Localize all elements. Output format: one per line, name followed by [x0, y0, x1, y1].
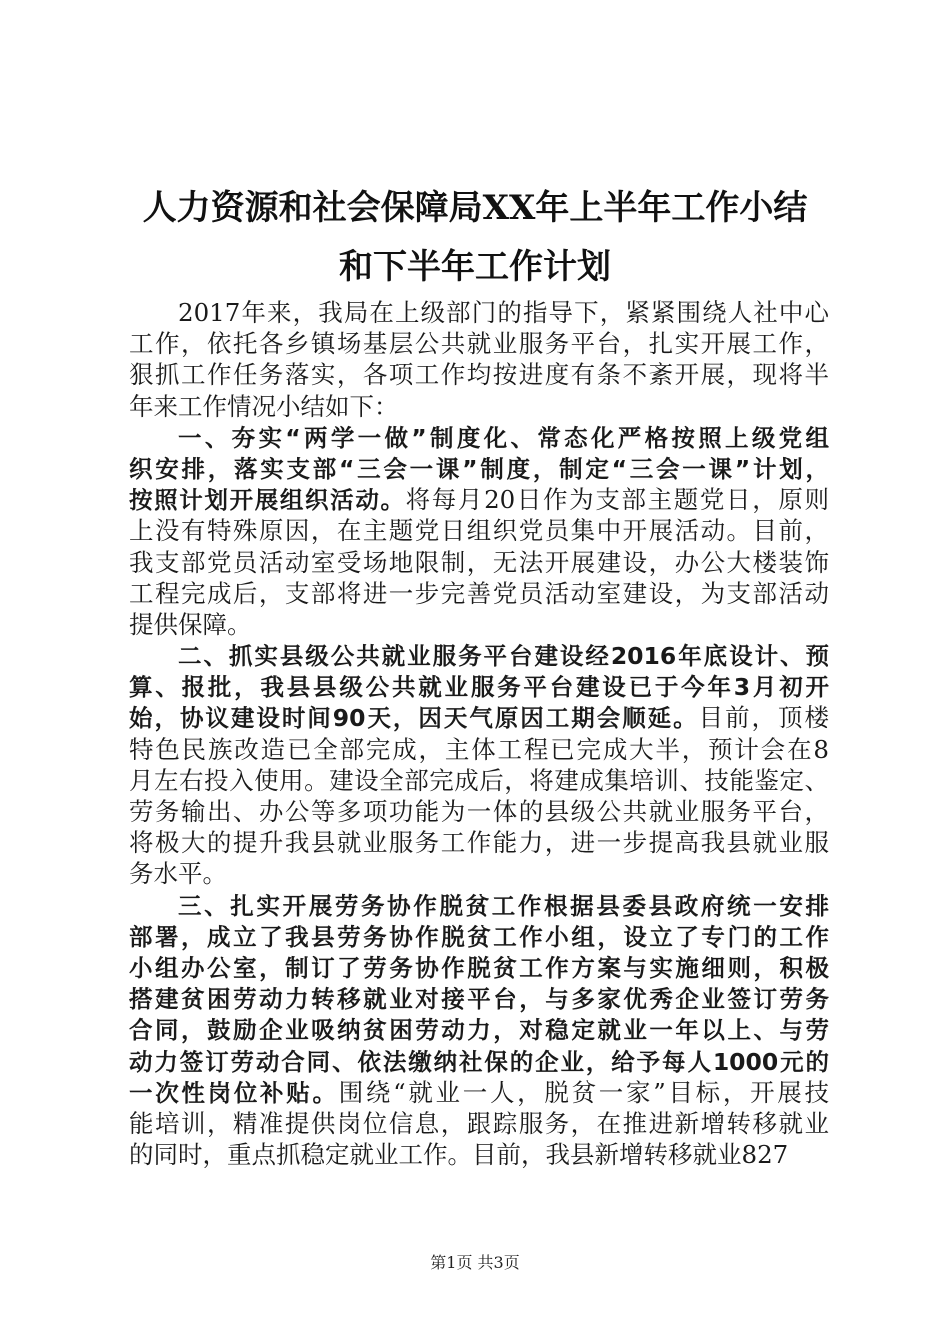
paragraph — [129, 640, 829, 890]
paragraph-line — [129, 702, 829, 733]
bold-heading-text: 合同，鼓励企业吸纳贫困劳动力，对稳定就业一年以上、与劳 — [129, 1016, 829, 1045]
bold-heading-text: 三、扎实开展劳务协作脱贫工作根据县委县政府统一安排 — [178, 891, 829, 920]
paragraph-line — [129, 1014, 829, 1045]
document-title-line-1: 人力资源和社会保障局XX年上半年工作小结 — [142, 188, 808, 228]
document-title-line-2: 和下半年工作计划 — [339, 247, 611, 287]
paragraph-line — [129, 391, 829, 422]
body-text: 我支部党员活动室受场地限制，无法开展建设，办公大楼装饰 — [129, 547, 829, 577]
body-text: 工作，依托各乡镇场基层公共就业服务平台，扎实开展工作， — [129, 329, 829, 359]
paragraph-line — [129, 671, 829, 702]
paragraph-line — [129, 1046, 829, 1077]
paragraph-line — [129, 952, 829, 983]
body-text: 提供保障。 — [129, 609, 252, 639]
body-text: 工程完成后，支部将进一步完善党员活动室建设，为支部活动 — [129, 578, 829, 608]
paragraph-line — [129, 1139, 829, 1170]
paragraph-line — [129, 578, 829, 609]
body-text: 将每月20日作为支部主题党日，原则 — [405, 485, 829, 515]
paragraph-line — [129, 297, 829, 328]
bold-heading-text: 小组办公室，制订了劳务协作脱贫工作方案与实施细则，积极 — [129, 953, 829, 982]
paragraph-line — [129, 765, 829, 796]
bold-heading-text: 动力签订劳动合同、依法缴纳社保的企业，给予每人1000元的 — [129, 1047, 829, 1076]
bold-heading-text: 一次性岗位补贴。 — [129, 1078, 339, 1107]
body-text: 狠抓工作任务落实，各项工作均按进度有条不紊开展，现将半 — [129, 360, 829, 390]
paragraph-line — [129, 609, 829, 640]
bold-heading-text: 一、夯实“两学一做”制度化、常态化严格按照上级党组 — [178, 423, 829, 452]
paragraph-line — [129, 890, 829, 921]
body-text: 特色民族改造已全部完成，主体工程已完成大半，预计会在8 — [129, 734, 829, 764]
bold-heading-text: 始，协议建设时间90天，因天气原因工期会顺延。 — [129, 704, 699, 733]
body-text: 上没有特殊原因，在主题党日组织党员集中开展活动。目前， — [129, 516, 829, 546]
paragraph-line — [129, 734, 829, 765]
paragraph-line — [129, 640, 829, 671]
paragraph-line — [129, 422, 829, 453]
bold-heading-text: 搭建贫困劳动力转移就业对接平台，与多家优秀企业签订劳务 — [129, 985, 829, 1014]
paragraph-line — [129, 484, 829, 515]
body-text: 务水平。 — [129, 859, 227, 889]
paragraph-line — [129, 515, 829, 546]
paragraph — [129, 422, 829, 640]
bold-heading-text: 按照计划开展组织活动。 — [129, 486, 406, 515]
document-body — [129, 297, 829, 1170]
page-footer: 第1页 共3页 — [430, 1253, 520, 1272]
paragraph-line — [129, 827, 829, 858]
paragraph-line — [129, 547, 829, 578]
body-text: 劳务输出、办公等多项功能为一体的县级公共就业服务平台， — [129, 797, 829, 826]
body-text: 目前，顶楼 — [698, 703, 830, 733]
bold-heading-text: 二、抓实县级公共就业服务平台建设经2016年底设计、预 — [178, 642, 829, 671]
paragraph-line — [129, 796, 829, 827]
body-text: 将极大的提升我县就业服务工作能力，进一步提高我县就业服 — [129, 828, 829, 858]
body-text: 月左右投入使用。建设全部完成后，将建成集培训、技能鉴定、 — [129, 765, 829, 795]
body-text: 年来工作情况小结如下： — [129, 391, 399, 421]
paragraph — [129, 890, 829, 1171]
bold-heading-text: 部署，成立了我县劳务协作脱贫工作小组，设立了专门的工作 — [129, 922, 829, 951]
body-text: 的同时，重点抓稳定就业工作。目前，我县新增转移就业827 — [129, 1140, 789, 1170]
paragraph-line — [129, 983, 829, 1014]
paragraph-line — [129, 453, 829, 484]
body-text: 2017年来，我局在上级部门的指导下，紧紧围绕人社中心 — [178, 298, 829, 327]
paragraph-line — [129, 359, 829, 390]
paragraph — [129, 297, 829, 422]
paragraph-line — [129, 1077, 829, 1108]
body-text: 围绕“就业一人，脱贫一家”目标，开展技 — [338, 1077, 830, 1107]
paragraph-line — [129, 921, 829, 952]
paragraph-line — [129, 328, 829, 359]
bold-heading-text: 算、报批，我县县级公共就业服务平台建设已于今年3月初开 — [129, 673, 829, 702]
bold-heading-text: 织安排，落实支部“三会一课”制度，制定“三会一课”计划， — [129, 454, 829, 483]
paragraph-line — [129, 858, 829, 889]
paragraph-line — [129, 1108, 829, 1139]
body-text: 能培训，精准提供岗位信息，跟踪服务，在推进新增转移就业 — [129, 1108, 829, 1138]
